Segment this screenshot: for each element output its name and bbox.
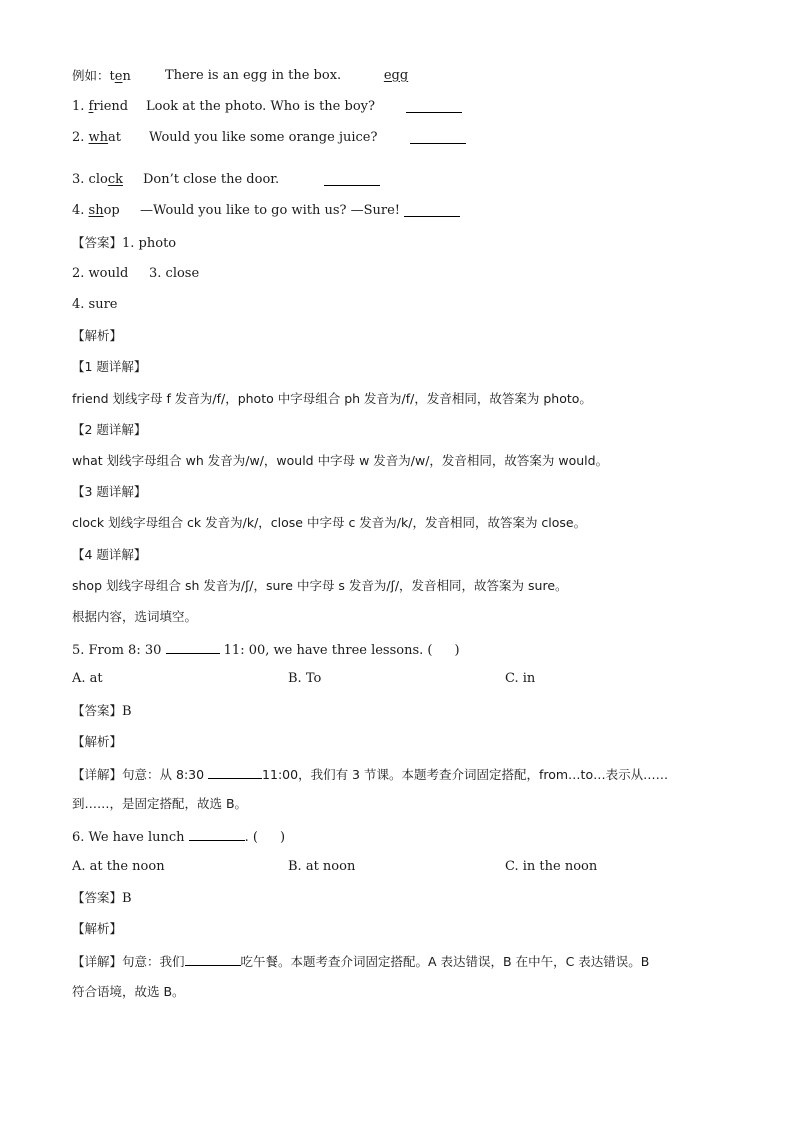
example-row	[72, 68, 131, 85]
detail-1-head: 【1 题详解】	[72, 359, 147, 374]
detail-2-head: 【2 题详解】	[72, 422, 147, 437]
phonics-q4-word: 4. shop	[72, 203, 120, 218]
q5-option-a[interactable]: A. at	[72, 671, 103, 686]
phonics-q4-blank[interactable]	[404, 203, 460, 222]
q6-option-b[interactable]: B. at noon	[288, 859, 356, 874]
answer-label: 【答案】	[72, 235, 123, 250]
q5-answer: 【答案】B	[72, 703, 132, 719]
q5-blank[interactable]	[166, 640, 220, 654]
answer-1: 1. photo	[122, 236, 177, 251]
q6-detail-line1: 【详解】句意：我们 吃午餐。本题考查介词固定搭配。A 表达错误，B 在中午，C 表达错误。B	[72, 954, 650, 969]
phonics-q2-blank[interactable]	[410, 130, 466, 149]
answer-3: 3. close	[149, 266, 200, 281]
q5-analysis-label: 【解析】	[72, 734, 123, 749]
phonics-q4-sentence: —Would you like to go with us? —Sure!	[140, 203, 401, 218]
example-prefix: 例如：	[72, 68, 110, 83]
q6-option-a[interactable]: A. at the noon	[72, 859, 165, 874]
answer-4: 4. sure	[72, 297, 118, 312]
q6-analysis-label: 【解析】	[72, 921, 123, 936]
detail-3-text: clock 划线字母组合 ck 发音为/k/，close 中字母 c 发音为/k/，发音相同，故答案为 close。	[72, 515, 587, 530]
q6-answer: 【答案】B	[72, 890, 132, 906]
q5-option-c[interactable]: C. in	[505, 671, 536, 686]
detail-3-head: 【3 题详解】	[72, 484, 147, 499]
example-sentence: There is an egg in the box.	[165, 68, 342, 83]
answers-1-4-row1	[72, 235, 176, 252]
phonics-q1-word: 1. friend	[72, 99, 129, 114]
q5-detail-line2: 到……，是固定搭配，故选 B。	[72, 796, 248, 811]
detail-4-text: shop 划线字母组合 sh 发音为/ʃ/，sure 中字母 s 发音为/ʃ/，发音相同，故答案为 sure。	[72, 578, 568, 593]
phonics-q1-sentence: Look at the photo. Who is the boy?	[146, 99, 375, 114]
phonics-q2-word: 2. what	[72, 130, 122, 145]
detail-1-text: friend 划线字母 f 发音为/f/，photo 中字母组合 ph 发音为/f/，发音相同，故答案为 photo。	[72, 391, 592, 406]
section-2-title: 根据内容，选词填空。	[72, 609, 198, 624]
detail-2-text: what 划线字母组合 wh 发音为/w/，would 中字母 w 发音为/w/，发音相同，故答案为 would。	[72, 453, 609, 468]
q6-detail-line2: 符合语境，故选 B。	[72, 984, 185, 999]
phonics-q3-sentence: Don’t close the door.	[143, 172, 280, 187]
detail-4-head: 【4 题详解】	[72, 547, 147, 562]
q6-stem: 6. We have lunch . ( )	[72, 827, 285, 846]
q5-detail-line1: 【详解】句意：从 8:30 11:00，我们有 3 节课。本题考查介词固定搭配，from…to…表示从……	[72, 767, 669, 782]
analysis-label: 【解析】	[72, 328, 123, 343]
q5-option-b[interactable]: B. To	[288, 671, 322, 686]
answer-2: 2. would	[72, 266, 129, 281]
q6-option-c[interactable]: C. in the noon	[505, 859, 598, 874]
example-answer: egg	[383, 68, 409, 83]
q5-stem: 5. From 8: 30 11: 00, we have three lessons. ( )	[72, 640, 460, 659]
phonics-q1-blank[interactable]	[406, 99, 462, 118]
phonics-q3-word: 3. clock	[72, 172, 123, 187]
phonics-q3-blank[interactable]	[324, 172, 380, 191]
phonics-q2-sentence: Would you like some orange juice?	[149, 130, 378, 145]
example-word: ten	[109, 69, 131, 84]
q6-blank[interactable]	[189, 827, 245, 841]
